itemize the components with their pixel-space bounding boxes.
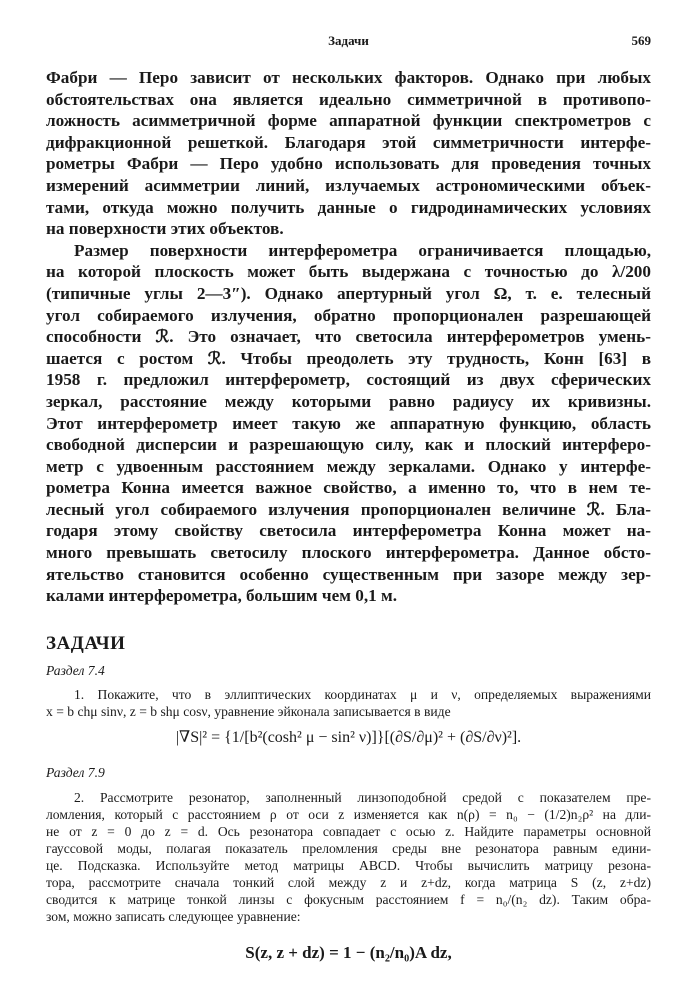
text-line: зеркал, расстояние между которыми равно радиусу их кривизны.	[46, 391, 651, 411]
problem-1	[46, 686, 651, 720]
text-line: угол собираемого излучения, обратно пропорционален разрешающей	[46, 305, 651, 325]
text-line: тами, откуда можно получить данные о гидродинамических условиях	[46, 197, 651, 217]
text-line: калами интерферометра, большим чем 0,1 м.	[46, 586, 398, 606]
text-line: сводится к матрице тонкой линзы с фокусным расстоянием f = n₀/(n₂ dz). Таким обра-	[46, 892, 651, 907]
subsection-label: Раздел 7.4	[46, 663, 105, 678]
formula-eikonal: |∇S|² = {1/[b²(cosh² μ − sin² ν)]}[(∂S/∂μ)² + (∂S/∂ν)²].	[175, 729, 522, 746]
text-line: на поверхности этих объектов.	[46, 219, 284, 239]
text-line: тора, рассмотрите сначала тонкий слой между z и z+dz, когда матрица S (z, z+dz)	[46, 875, 651, 890]
problem-2	[46, 789, 651, 925]
subsection-label: Раздел 7.9	[46, 765, 105, 780]
text-line: метр с удвоенным расстоянием между зеркалами. Однако у интерфе-	[46, 456, 651, 476]
text-line: способности ℛ. Это означает, что светосила интерферометров умень-	[46, 327, 651, 347]
text-line: годаря этому свойству светосила интерферометра Конна может на-	[46, 521, 651, 541]
text-line: много превышать светосилу плоского интерферометра. Данное обсто-	[46, 543, 651, 563]
text-line: шается с ростом ℛ. Чтобы преодолеть эту трудность, Конн [63] в	[46, 348, 651, 368]
paragraph-1	[46, 67, 651, 240]
text-line: не от z = 0 до z = d. Ось резонатора совпадает с осью z. Найдите параметры основной	[46, 824, 651, 839]
section-heading: ЗАДАЧИ	[46, 633, 126, 654]
running-title: Задачи	[328, 33, 369, 48]
text-line: измерений асимметрии линий, излучаемых астрономическими объек-	[46, 175, 651, 195]
paragraph-2	[46, 240, 651, 607]
formula-matrix: S(z, z + dz) = 1 − (n₂/n₀)A dz,	[245, 943, 452, 962]
text-line: це. Подсказка. Используйте метод матрицы ABCD. Чтобы вычислить матрицу резона-	[46, 858, 651, 873]
text-line: Размер поверхности интерферометра ограничивается площадью,	[74, 240, 651, 260]
running-header	[46, 33, 651, 53]
text-line: на которой плоскость может быть выдержана с точностью до λ/200	[46, 262, 651, 282]
text-line: зом, можно записать следующее уравнение:	[46, 909, 301, 924]
text-line: 2. Рассмотрите резонатор, заполненный линзоподобной средой с показателем пре-	[74, 790, 651, 805]
text-line: рометры Фабри — Перо удобно использовать для проведения точных	[46, 154, 651, 174]
text-line: ломления, который с расстоянием ρ от оси z изменяется как n(ρ) = n₀ − (1/2)n₂ρ² на дли-	[46, 807, 651, 822]
text-line: свободной дисперсии и разрешающую силу, как и плоский интерферо-	[46, 435, 651, 455]
text-line: лесный угол собираемого излучения пропорционален величине ℛ. Бла-	[46, 499, 651, 519]
text-line: Фабри — Перо зависит от нескольких факторов. Однако при любых	[46, 68, 651, 87]
text-line: рометра Конна имеется важное свойство, а именно то, что в нем те-	[46, 478, 651, 498]
text-line: гауссовой моды, полагая показатель преломления среды вне резонатора равным едини-	[46, 841, 651, 856]
text-line: обстоятельствах она является идеально симметричной в противопо-	[46, 89, 651, 109]
text-line: (типичные углы 2—3″). Однако апертурный угол Ω, т. е. телесный	[46, 283, 651, 303]
text-line: ложность асимметричной форме аппаратной функции спектрометров с	[46, 111, 651, 131]
page-number: 569	[631, 33, 651, 48]
text-line: дифракционной решеткой. Благодаря этой симметричности интерфе-	[46, 132, 651, 152]
main-text	[46, 67, 651, 607]
text-line: ятельство становится особенно существенным при зазоре между зер-	[46, 564, 651, 584]
text-line: 1958 г. предложил интерферометр, состоящий из двух сферических	[46, 370, 651, 390]
text-line: x = b chμ sinν, z = b shμ cosν, уравнение эйконала записывается в виде	[46, 704, 451, 719]
text-line: Этот интерферометр имеет такую же аппаратную функцию, область	[46, 413, 651, 433]
text-line: 1. Покажите, что в эллиптических координатах μ и ν, определяемых выражениями	[74, 687, 651, 702]
